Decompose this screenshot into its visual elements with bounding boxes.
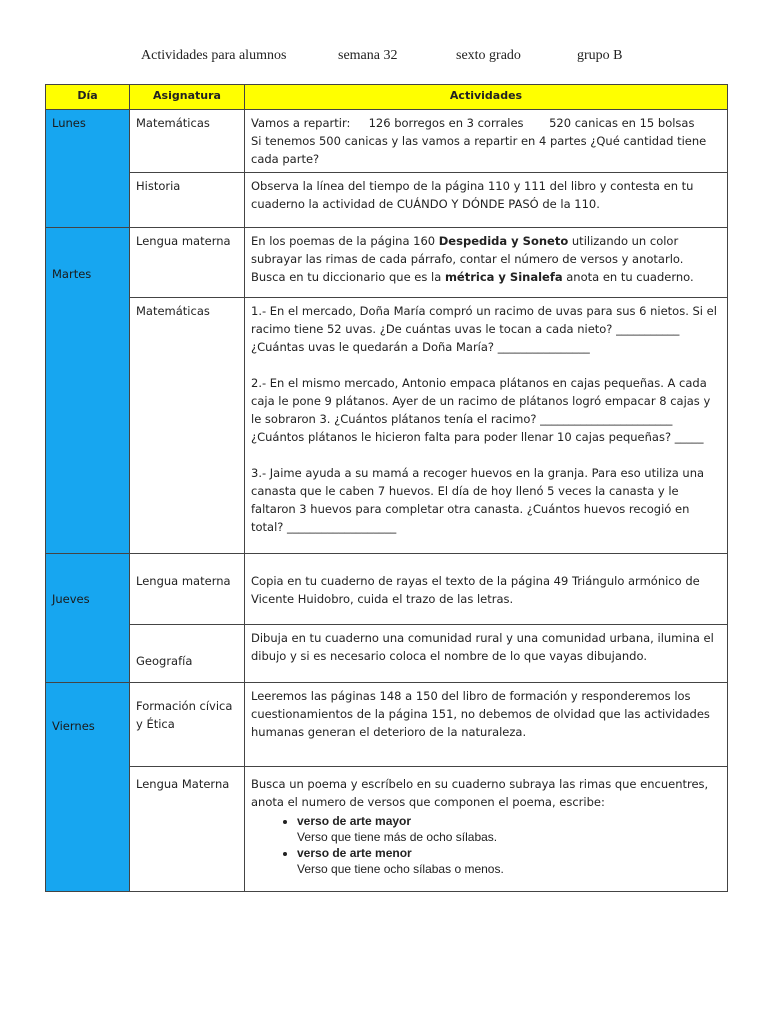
day-friday: Viernes — [46, 683, 130, 892]
subject-cell: Lengua materna — [130, 554, 245, 625]
heading-week: semana 32 — [338, 48, 398, 63]
document-heading — [0, 45, 768, 67]
heading-activities: Actividades para alumnos — [141, 48, 287, 63]
heading-grade: sexto grado — [456, 48, 521, 63]
table-row — [46, 110, 728, 173]
activity-cell — [245, 110, 728, 173]
subject-cell: Matemáticas — [130, 110, 245, 173]
activity-text: Busca un poema y escríbelo en su cuaderno subraya las rimas que encuentres, anota el numero de versos que componen el poema, escribe: — [251, 777, 709, 809]
header-day: Día — [46, 85, 130, 110]
activity-text: utilizando un color subrayar las rimas de cada párrafo, contar el número de versos y anotarlo. Busca en tu diccionario que es la — [251, 234, 684, 284]
activity-text: En los poemas de la página 160 — [251, 234, 439, 248]
subject-cell: Matemáticas — [130, 298, 245, 554]
key-terms: métrica y Sinalefa — [444, 270, 563, 284]
header-subject: Asignatura — [130, 85, 245, 110]
subject-cell: Lengua materna — [130, 228, 245, 298]
day-thursday: Jueves — [46, 554, 130, 683]
activity-cell: Observa la línea del tiempo de la página 110 y 111 del libro y contesta en tu cuaderno la actividad de CUÁNDO Y DÓNDE PASÓ de la 110. — [245, 173, 728, 228]
table-row — [46, 625, 728, 683]
activity-text: anota en tu cuaderno. — [562, 270, 694, 284]
day-monday: Lunes — [46, 110, 130, 228]
verse-description: Verso que tiene más de ocho sílabas. — [297, 830, 498, 844]
table-header-row — [46, 85, 728, 110]
problem-2: 2.- En el mismo mercado, Antonio empaca plátanos en cajas pequeñas. A cada caja le pone 9 plátanos. Ayer de un racimo de plátanos logró empacar 8 cajas y le sobraron 3. ¿Cuántos plátanos tenía el racimo? _______________________ ¿Cuántos plátanos le hicieron falta para poder llenar 10 cajas pequeñas? _____ — [251, 376, 711, 444]
activity-cell: Dibuja en tu cuaderno una comunidad rural y una comunidad urbana, ilumina el dibujo y si es necesario coloca el nombre de lo que vayas dibujando. — [245, 625, 728, 683]
table-row — [46, 228, 728, 298]
poem-titles: Despedida y Soneto — [438, 234, 569, 248]
table-row — [46, 298, 728, 554]
day-tuesday: Martes — [46, 228, 130, 554]
header-activities: Actividades — [245, 85, 728, 110]
list-item — [297, 845, 721, 877]
table-row — [46, 767, 728, 892]
activity-text: Vamos a repartir: 126 borregos en 3 corrales 520 canicas en 15 bolsas — [251, 116, 695, 130]
activity-cell: Copia en tu cuaderno de rayas el texto de la página 49 Triángulo armónico de Vicente Huidobro, cuida el trazo de las letras. — [245, 554, 728, 625]
verse-term: • verso de arte menor — [297, 846, 412, 860]
subject-cell: Geografía — [130, 625, 245, 683]
heading-group: grupo B — [577, 48, 623, 63]
activity-cell — [245, 228, 728, 298]
table-row — [46, 173, 728, 228]
activity-cell — [245, 298, 728, 554]
activity-cell — [245, 767, 728, 892]
problem-1: 1.- En el mercado, Doña María compró un racimo de uvas para sus 6 nietos. Si el racimo tiene 52 uvas. ¿De cuántas uvas le tocan a cada nieto? ___________ ¿Cuántas uvas le quedarán a Doña María? ________________ — [251, 304, 717, 354]
subject-cell: Lengua Materna — [130, 767, 245, 892]
activity-cell: Leeremos las páginas 148 a 150 del libro de formación y responderemos los cuestionamientos de la página 151, no debemos de olvidad que las actividades humanas generan el deterioro de la naturaleza. — [245, 683, 728, 767]
activity-text: Si tenemos 500 canicas y las vamos a repartir en 4 partes ¿Qué cantidad tiene cada parte? — [251, 134, 707, 166]
schedule-table — [45, 84, 728, 892]
verse-type-list — [251, 813, 721, 877]
table-row — [46, 554, 728, 625]
verse-description: Verso que tiene ocho sílabas o menos. — [297, 862, 504, 876]
list-item — [297, 813, 721, 845]
subject-cell: Historia — [130, 173, 245, 228]
verse-term: • verso de arte mayor — [297, 814, 412, 828]
table-row — [46, 683, 728, 767]
problem-3: 3.- Jaime ayuda a su mamá a recoger huevos en la granja. Para eso utiliza una canasta que le caben 7 huevos. El día de hoy llenó 5 veces la canasta y le faltaron 3 huevos para completar otra canasta. ¿Cuántos huevos recogió en total? ___________________ — [251, 466, 705, 534]
subject-cell: Formación cívica y Ética — [130, 683, 245, 767]
